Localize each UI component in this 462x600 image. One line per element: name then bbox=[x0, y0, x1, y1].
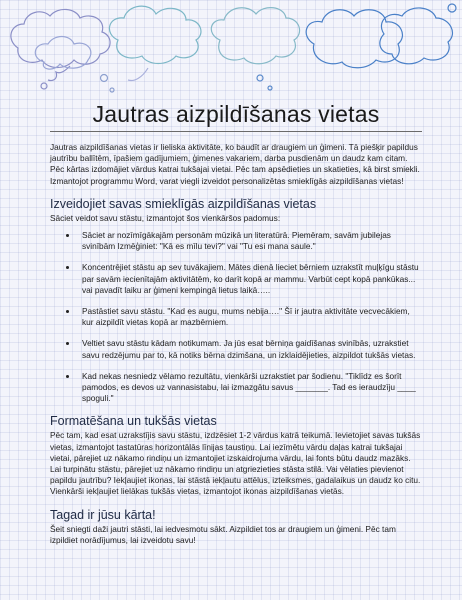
cloud-6 bbox=[380, 8, 453, 64]
section-heading-formatting: Formatēšana un tukšās vietas bbox=[50, 414, 217, 429]
section-lead: Sāciet veidot savu stāstu, izmantojot šos vienkāršos padomus: bbox=[50, 212, 281, 223]
tip-item: Koncentrējiet stāstu ap sev tuvākajiem. Mātes dienā lieciet bērniem uzrakstīt muļķīgu stāstu par savām iecienītajām aktivitātēm, ko darīt kopā ar mammu. Varbūt cept kopā pankūkas... vai pavadīt laiku ar ģimeni kempingā lietus laikā….. bbox=[82, 262, 422, 296]
document-page bbox=[50, 100, 422, 546]
tips-list bbox=[50, 230, 422, 404]
cloud-5 bbox=[306, 10, 402, 68]
your-turn-paragraph: Šeit sniegti daži jautri stāsti, lai iedvesmotu sākt. Aizpildiet tos ar draugiem un ģimeni. Pēc tam izpildiet norādījumus, lai izveidotu savu! bbox=[50, 523, 396, 545]
section-heading-your-turn: Tagad ir jūsu kārta! bbox=[50, 507, 156, 522]
intro-paragraph: Jautras aizpildīšanas vietas ir lieliska aktivitāte, ko baudīt ar draugiem un ģimeni. Tā piešķir papildus jautrību ballītēm, īpašiem gadījumiem, ģimenes vakariem, darba pusdienām un daudz kam citam. Pēc kārtas izdomājiet vārdus katrai tukšajai vietai. Pēc tam apsēdieties un skatieties, kā birst smiekli. Izmantojot programmu Word, varat viegli izveidot personalizētas smieklīgās aizpildīšanas vietas! bbox=[50, 142, 420, 186]
tip-item: Sāciet ar nozīmīgākajām personām mūzikā un literatūrā. Piemēram, savām jubilejas svinībām Izmēģiniet: "Kā es mīlu tevi?" vai "Tu esi mana saule." bbox=[82, 230, 422, 252]
cloud-1 bbox=[11, 9, 110, 67]
cloud-decoration bbox=[0, 0, 462, 110]
tip-item: Veltiet savu stāstu kādam notikumam. Ja jūs esat bērniņa gaidīšanas svinībās, uzrakstiet savu redzējumu par to, kā notiks bērna dzimšana, un izklaidējieties, aizpildot tukšās vietas. bbox=[82, 338, 422, 360]
formatting-paragraph: Pēc tam, kad esat uzrakstījis savu stāstu, izdzēsiet 1-2 vārdus katrā teikumā. Ievietojiet savas tukšās vietas, izmantojot tastatūras horizontālās līnijas taustiņu. Lai iezīmētu vārdu daļas katrai tukšajai vietai, pārejiet uz nākamo rindiņu un izmantojiet izskaidrojuma vārdu, lai fonts būtu daudz mazāks. Lai turpinātu stāstu, pārejiet uz nākamo rindiņu un atgriezieties stāsta stilā. Vai vēlaties pievienot papildu jautrību? Iekļaujiet ikonas, lai stāstā iekļautu attēlus, izteiksmes, gadalaikus un daudz ko citu. Vienkārši iekļaujiet lielākas tukšās vietas, izmantojot ikonas aizpildīšanas vietās. bbox=[50, 430, 421, 497]
cloud-2 bbox=[109, 6, 201, 63]
tip-item: Kad nekas nesniedz vēlamo rezultātu, vienkārši uzrakstiet par šodienu. "Tiklīdz es šorīt pamodos, es devos uz vannasistabu, lai izmazgātu savus _______. Tad es ieraudzīju ____ spoguli." bbox=[82, 371, 422, 405]
section-heading-create: Izveidojiet savas smieklīgās aizpildīšanas vietas bbox=[50, 196, 317, 211]
tip-item: Pastāstiet savu stāstu. "Kad es augu, mums nebija…." Šī ir jautra aktivitāte vecvecākiem, kur aizpildīt vietas kopā ar mazbērniem. bbox=[82, 306, 422, 328]
cloud-4 bbox=[211, 8, 299, 64]
document-title: Jautras aizpildīšanas vietas bbox=[50, 100, 422, 132]
